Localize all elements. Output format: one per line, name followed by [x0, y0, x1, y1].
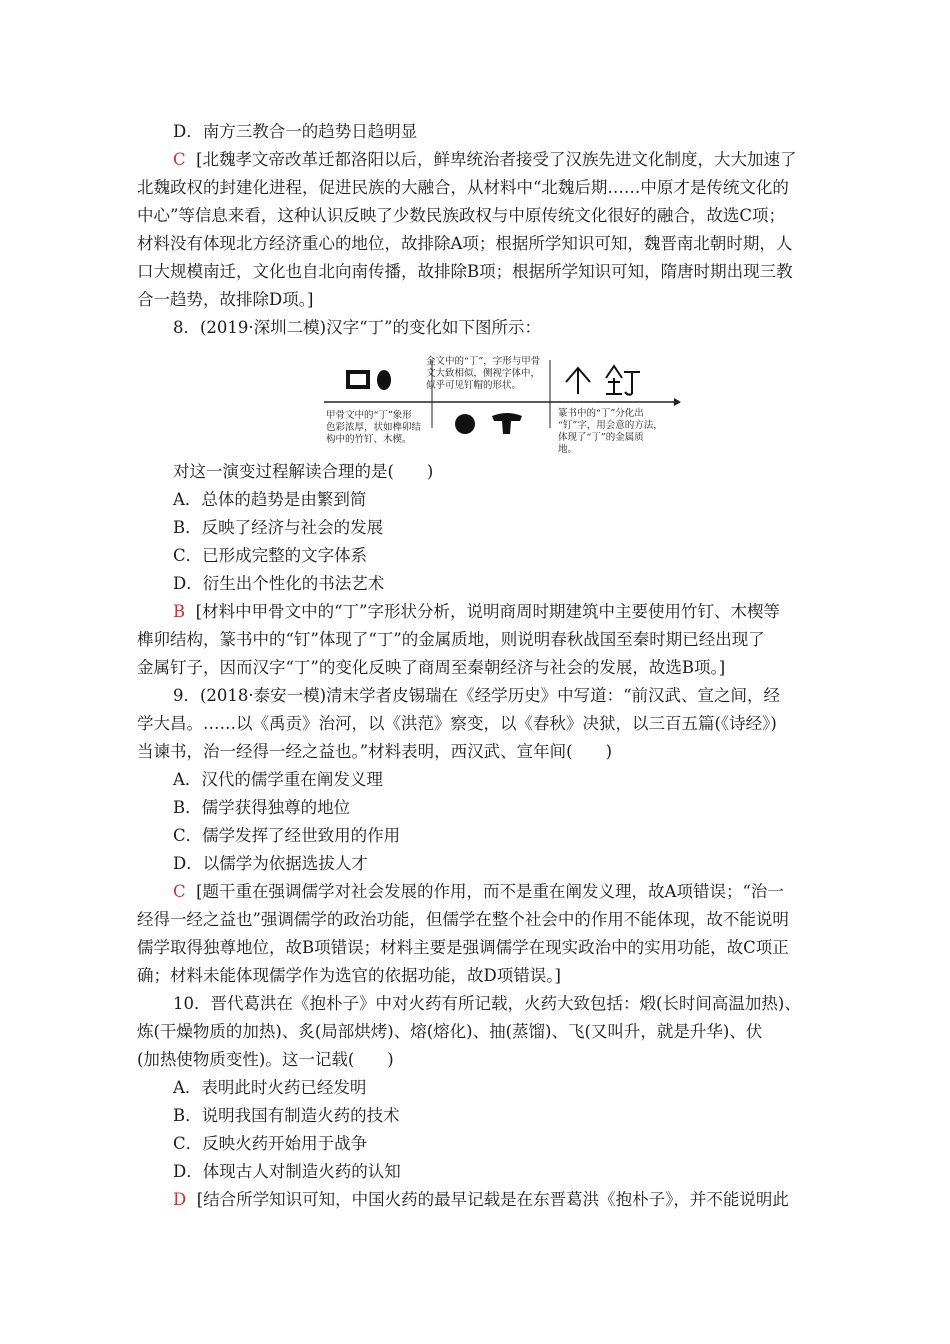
q9-explanation-text: [题干重在强调儒学对社会发展的作用，而不是重在阐发义理，故A项错误；“治一: [196, 882, 784, 901]
q8-explanation-line: 榫卯结构，篆书中的“钉”体现了“丁”的金属质地，则说明春秋战国至秦时期已经出现了: [137, 630, 765, 649]
caption-zhuan: 篆书中的“丁”分化出 “钉”字，用会意的方法， 体现了“丁”的金属质 地。: [558, 408, 663, 455]
caption-jinwen: 金文中的“丁”，字形与甲骨 文大致相似，侧视字体中， 似乎可见钉帽的形状。: [426, 356, 541, 391]
caption-jiagu: 甲骨文中的“丁”象形 色彩浓厚，状如榫卯结 构中的竹钉、木楔。: [326, 410, 422, 445]
q9-explanation-line: 经得一经之益也”强调儒学的政治功能，但儒学在整个社会中的作用不能体现，故不能说明: [137, 910, 789, 929]
q7-answer-letter: C: [173, 150, 186, 169]
q10-stem-line: 10．晋代葛洪在《抱朴子》中对火药有所记载，火药大致包括：煅(长时间高温加热)、: [173, 994, 801, 1013]
jiagu-ding-glyph-icon: [348, 370, 391, 390]
timeline-arrow-icon: [674, 398, 681, 406]
q8-question: 对这一演变过程解读合理的是( ): [173, 462, 434, 481]
q9-option-b: B．儒学获得独尊的地位: [173, 798, 351, 817]
q10-answer-letter: D: [173, 1190, 187, 1209]
q10-stem-line: 炼(干燥物质的加热)、炙(局部烘烤)、熔(熔化)、抽(蒸馏)、飞(又叫升，就是升华)、伏: [137, 1022, 763, 1041]
q7-explanation-line: [173, 149, 797, 171]
q9-stem-line: 当谏书，治一经得一经之益也。”材料表明，西汉武、宣年间( ): [137, 742, 613, 761]
q7-explanation-line: 合一趋势，故排除D项。]: [137, 290, 314, 309]
q7-explanation-line: 口大规模南迁，文化也自北向南传播，故排除B项；根据所学知识可知，隋唐时期出现三教: [137, 262, 793, 281]
q8-option-b: B．反映了经济与社会的发展: [173, 518, 384, 537]
q8-explanation-text: [材料中甲骨文中的“丁”字形状分析，说明商周时期建筑中主要使用竹钉、木楔等: [195, 602, 780, 621]
q10-stem-line: (加热使物质变性)。这一记载( ): [137, 1050, 394, 1069]
q10-explanation-text: [结合所学知识可知，中国火药的最早记载是在东晋葛洪《抱朴子》，并不能说明此: [196, 1190, 789, 1209]
q9-explanation-line: [173, 881, 784, 903]
jinwen-ding-glyph-icon: [455, 413, 522, 434]
q10-explanation-line: [173, 1189, 789, 1211]
q9-stem-line: 9．(2018·泰安一模)清末学者皮锡瑞在《经学历史》中写道：“前汉武、宣之间，经: [173, 686, 781, 705]
ding-evolution-figure: [322, 354, 682, 454]
q8-explanation-line: [173, 601, 780, 623]
q7-explanation-text: [北魏孝文帝改革迁都洛阳以后，鲜卑统治者接受了汉族先进文化制度，大大加速了: [196, 150, 797, 169]
q8-explanation-line: 金属钉子，因而汉字“丁”的变化反映了商周至秦朝经济与社会的发展，故选B项。]: [137, 658, 726, 677]
q7-explanation-line: 材料没有体现北方经济重心的地位，故排除A项；根据所学知识可知，魏晋南北朝时期，人: [137, 234, 793, 253]
q9-explanation-line: 确；材料未能体现儒学作为选官的依据功能，故D项错误。]: [137, 966, 561, 985]
q10-option-d: D．体现古人对制造火药的认知: [173, 1162, 401, 1181]
q9-option-d: D．以儒学为依据选拔人才: [173, 854, 368, 873]
q10-option-b: B．说明我国有制造火药的技术: [173, 1106, 400, 1125]
zhuan-ding-glyph-icon: [566, 368, 590, 394]
q9-explanation-line: 儒学取得独尊地位，故B项错误；材料主要是强调儒学在现实政治中的实用功能，故C项正: [137, 938, 789, 957]
zhuan-ding-metal-glyph-icon: [606, 366, 640, 395]
q8-option-d: D．衍生出个性化的书法艺术: [173, 574, 385, 593]
q7-explanation-line: 北魏政权的封建化进程，促进民族的大融合，从材料中“北魏后期……中原才是传统文化的: [137, 178, 789, 197]
q10-option-c: C．反映火药开始用于战争: [173, 1134, 368, 1153]
q8-stem: 8．(2019·深圳二模)汉字“丁”的变化如下图所示：: [173, 318, 541, 337]
q9-option-a: A．汉代的儒学重在阐发义理: [173, 770, 383, 789]
q7-explanation-line: 中心”等信息来看，这种认识反映了少数民族政权与中原传统文化很好的融合，故选C项；: [137, 206, 786, 225]
q9-stem-line: 学大昌。……以《禹贡》治河，以《洪范》察变，以《春秋》决狱，以三百五篇(《诗经》): [137, 714, 777, 733]
q9-option-c: C．儒学发挥了经世致用的作用: [173, 826, 401, 845]
q9-answer-letter: C: [173, 882, 186, 901]
q8-answer-letter: B: [173, 602, 186, 621]
q8-option-a: A．总体的趋势是由繁到简: [173, 490, 367, 509]
q7-option-d: D．南方三教合一的趋势日趋明显: [173, 122, 418, 141]
q8-option-c: C．已形成完整的文字体系: [173, 546, 368, 565]
q10-option-a: A．表明此时火药已经发明: [173, 1078, 367, 1097]
